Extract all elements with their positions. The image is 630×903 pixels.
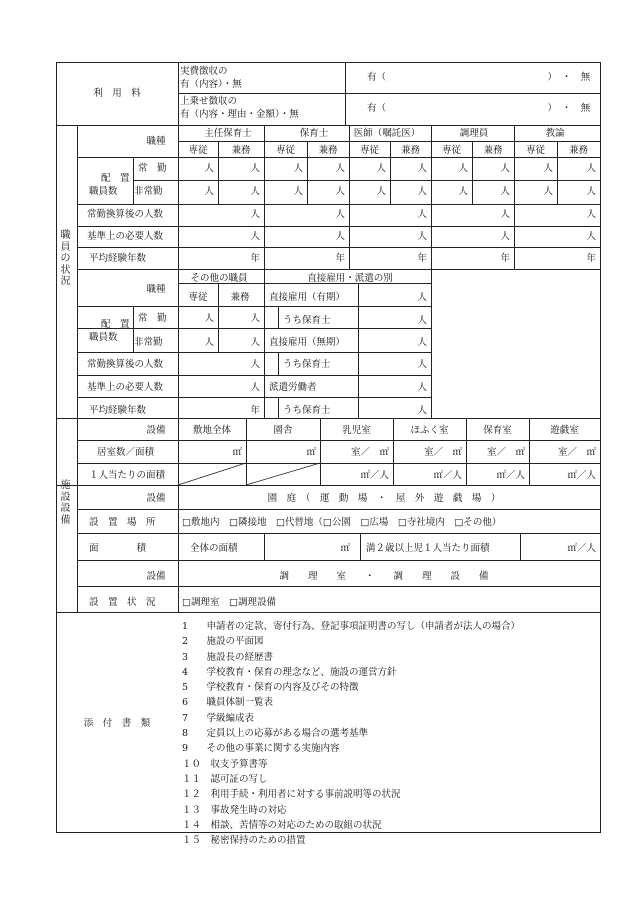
area-head-1: 敷地全体: [192, 425, 232, 436]
avg-years2-cell[interactable]: 年: [250, 405, 260, 416]
other-parttime: 兼務: [230, 292, 250, 303]
facility-section-label: 施設設備: [60, 480, 71, 526]
attachment-item: [182, 833, 520, 848]
avg-years-cell[interactable]: 年: [500, 253, 510, 264]
staff-count-cell[interactable]: 人: [417, 163, 427, 174]
fte-cell[interactable]: 人: [335, 209, 345, 220]
parttime-head: 兼務: [231, 145, 251, 156]
attachment-item: [182, 803, 520, 818]
staff-count-cell[interactable]: 人: [376, 163, 386, 174]
staff-count-cell[interactable]: 人: [250, 163, 260, 174]
attachment-item: [182, 665, 520, 680]
attachment-number: １０: [182, 758, 202, 770]
fte-cell[interactable]: 人: [250, 209, 260, 220]
other-staff-head: その他の職員: [190, 273, 248, 284]
diagonal-building: [246, 463, 320, 485]
area-head-6: 遊戯室: [550, 425, 579, 436]
room-area-cell[interactable]: 室／ ㎡: [557, 447, 596, 458]
attachment-number: 5: [182, 682, 189, 694]
job-head-4: 調理員: [459, 128, 489, 139]
dispatch-label: 派遣労働者: [269, 382, 317, 393]
nursery-3-label: うち保育士: [283, 405, 331, 416]
employment-cell[interactable]: 人: [417, 382, 427, 393]
building-area-cell[interactable]: ㎡: [306, 447, 316, 458]
total-area-label: 全体の面積: [190, 543, 238, 554]
employment-cell[interactable]: 人: [417, 337, 427, 348]
attachment-item: [182, 741, 520, 756]
staff-job-label-2: 職種: [146, 284, 166, 295]
attachment-number: 6: [182, 697, 189, 709]
other-fulltime: 専従: [188, 292, 208, 303]
per-person-cell[interactable]: ㎡／人: [496, 470, 525, 481]
staff-count-cell[interactable]: 人: [458, 186, 468, 197]
staff-count-cell[interactable]: 人: [204, 163, 214, 174]
avg-years2-label: 平均経験年数: [89, 405, 147, 416]
required-label: 基準上の必要人数: [87, 231, 164, 242]
required-cell[interactable]: 人: [586, 231, 596, 242]
placement2-label-2: 職員数: [89, 332, 118, 343]
staff-count-cell[interactable]: 人: [500, 186, 510, 197]
avg-years-label: 平均経験年数: [89, 253, 147, 264]
job-head-1: 主任保育士: [204, 128, 252, 139]
staff-count-cell[interactable]: 人: [293, 186, 303, 197]
placement-label-2: 職員数: [89, 186, 118, 197]
attachment-text: 施設の平面図: [206, 636, 264, 648]
location-label[interactable]: 設 置 場 所: [89, 517, 156, 528]
staff-section-label: 職員の状況: [60, 230, 71, 287]
attachments-label: 添 付 書 類: [83, 718, 151, 729]
attachment-number: １１: [182, 773, 202, 785]
required-cell[interactable]: 人: [250, 231, 260, 242]
other-staff-cell[interactable]: 人: [204, 313, 214, 324]
staff-count-cell[interactable]: 人: [586, 163, 596, 174]
required2-label: 基準上の必要人数: [87, 382, 164, 393]
attachment-number: 4: [182, 666, 189, 678]
fulltime-head: 専従: [525, 145, 546, 156]
site-area-cell[interactable]: ㎡: [232, 447, 242, 458]
fee-label: 利 用 料: [93, 88, 141, 99]
attachment-item: [182, 695, 520, 710]
area-head-3: 乳児室: [342, 425, 371, 436]
staff-count-cell[interactable]: 人: [543, 186, 553, 197]
attachment-text: 学校教育・保育の内容及びその特徴: [206, 682, 359, 694]
staff-count-cell[interactable]: 人: [417, 186, 427, 197]
job-head-2: 保育士: [299, 128, 329, 139]
attachment-item: [182, 711, 520, 726]
attachment-item: [182, 726, 520, 741]
staff-count-cell[interactable]: 人: [293, 163, 303, 174]
attachment-text: 施設長の経歴書: [206, 651, 274, 663]
attachment-number: １４: [182, 819, 202, 831]
avg-years-cell[interactable]: 年: [586, 253, 596, 264]
room-area-cell[interactable]: 室／ ㎡: [350, 447, 389, 458]
attachment-item: [182, 634, 520, 649]
job-head-5: 教論: [545, 128, 565, 139]
direct-unfixed-label: 直接雇用（無期）: [269, 337, 346, 348]
extra-fee-value[interactable]: 有（ ） ・ 無: [367, 103, 591, 114]
employment-cell[interactable]: 人: [417, 359, 427, 370]
garden-heading: 園 庭 （ 運 動 場 ・ 屋 外 遊 戯 場 ）: [267, 493, 501, 504]
attachment-text: 学級編成表: [206, 712, 255, 724]
staff-count-cell[interactable]: 人: [335, 186, 345, 197]
extra-fee-label-2: 有（内容・理由・金額）・無: [180, 109, 299, 120]
diagonal-site: [178, 463, 246, 485]
fulltime-head: 専従: [275, 145, 296, 156]
cooking-heading: 調 理 室 ・ 調 理 設 備: [279, 571, 489, 582]
parttime-head: 兼務: [568, 145, 589, 156]
attachment-item: [182, 680, 520, 695]
room-area-label: 居室数／面積: [97, 447, 155, 458]
required-cell[interactable]: 人: [500, 231, 510, 242]
area-head-4: ほふく室: [410, 425, 449, 436]
per-person-cell[interactable]: ㎡／人: [360, 470, 389, 481]
parttime-head: 兼務: [400, 145, 421, 156]
attachment-number: １３: [182, 804, 202, 816]
fte-cell[interactable]: 人: [586, 209, 596, 220]
attachment-number: 9: [182, 743, 189, 755]
fulltime-head: 専従: [441, 145, 462, 156]
employment-cell[interactable]: 人: [417, 292, 427, 303]
attachment-item: [182, 787, 520, 802]
nonregular-label: 非常勤: [134, 186, 163, 197]
garden-equip-label: 設備: [146, 493, 166, 504]
location-options[interactable]: □敷地内 □隣接地 □代替地（□公園 □広場 □寺社境内 □その他）: [182, 517, 502, 528]
staff-count-cell[interactable]: 人: [500, 163, 510, 174]
regular-label: 常 勤: [138, 163, 167, 174]
attachment-number: 8: [182, 728, 189, 740]
staff-count-cell[interactable]: 人: [335, 163, 345, 174]
attachment-text: 秘密保持のための措置: [210, 835, 306, 847]
per-person-label: １人当たりの面積: [89, 470, 166, 481]
actual-fee-label-2: 有（内容）・無: [180, 79, 242, 90]
parttime-head: 兼務: [483, 145, 503, 156]
attachment-text: 定員以上の応募がある場合の選考基準: [206, 728, 369, 740]
required-cell[interactable]: 人: [335, 231, 345, 242]
fte-label: 常勤換算後の人数: [87, 209, 164, 220]
attachment-number: 2: [182, 636, 189, 648]
attachment-text: 職員体制一覧表: [206, 697, 274, 709]
placement-label-1: 配 置: [101, 173, 130, 184]
attachment-item: [182, 772, 520, 787]
total-area-unit: ㎡: [340, 543, 350, 554]
attachment-number: １２: [182, 789, 202, 801]
actual-fee-value[interactable]: 有（ ） ・ 無: [367, 72, 591, 83]
status-options[interactable]: □調理室 □調理設備: [182, 597, 276, 608]
fulltime-head: 専従: [359, 145, 380, 156]
employment-head: 直接雇用・派遣の別: [307, 273, 393, 284]
attachment-text: 事故発生時の対応: [210, 804, 287, 816]
attachment-number: 1: [182, 621, 189, 632]
attachment-text: 学校教育・保育の理念など、施設の運営方針: [206, 666, 397, 678]
per-person-cell[interactable]: ㎡／人: [567, 470, 596, 481]
area-head-5: 保育室: [483, 425, 512, 436]
job-head-3: 医師（嘱託医）: [353, 128, 421, 139]
required-cell[interactable]: 人: [417, 231, 427, 242]
attachment-text: 申請者の定款、寄付行為、登記事項証明書の写し（申請者が法人の場合）: [206, 621, 521, 632]
avg-years-cell[interactable]: 年: [417, 253, 427, 264]
room-area-cell[interactable]: 室／ ㎡: [423, 447, 462, 458]
fte-cell[interactable]: 人: [417, 209, 427, 220]
staff-count-cell[interactable]: 人: [376, 186, 386, 197]
attachment-text: 利用手続・利用者に対する事前説明等の状況: [210, 789, 401, 801]
direct-fixed-label: 直接雇用（有期）: [269, 292, 346, 303]
employment-cell[interactable]: 人: [417, 405, 427, 416]
staff-count-cell[interactable]: 人: [586, 186, 596, 197]
per-person-cell[interactable]: ㎡／人: [433, 470, 462, 481]
attachment-item: [182, 757, 520, 772]
facility-equip-label: 設備: [146, 425, 166, 436]
attachment-number: 7: [182, 712, 189, 724]
attachment-text: 相談、苦情等の対応のための取組の状況: [210, 819, 382, 831]
fte2-label: 常勤換算後の人数: [87, 359, 164, 370]
status-label: 設 置 状 況: [89, 597, 156, 608]
attachment-text: 認可証の写し: [210, 773, 268, 785]
staff-count-cell[interactable]: 人: [458, 163, 468, 174]
attachment-item: [182, 650, 520, 665]
attachment-item: [182, 818, 520, 833]
fte-cell[interactable]: 人: [500, 209, 510, 220]
attachment-number: １５: [182, 835, 202, 847]
nursery-2-label: うち保育士: [283, 359, 331, 370]
nursery-1-label: うち保育士: [283, 315, 331, 326]
per-child-label: 満２歳以上児１人当たり面積: [366, 543, 490, 554]
staff-count-cell[interactable]: 人: [543, 163, 553, 174]
attachments-list: [182, 619, 520, 848]
required2-cell[interactable]: 人: [250, 382, 260, 393]
area-label: 面 積: [89, 543, 147, 554]
attachment-text: その他の事業に関する実施内容: [206, 743, 340, 755]
attachment-number: 3: [182, 651, 189, 663]
avg-years-cell[interactable]: 年: [335, 253, 345, 264]
regular2-label: 常 勤: [138, 313, 167, 324]
other-staff-cell[interactable]: 人: [250, 313, 260, 324]
area-head-2: 園舎: [273, 425, 293, 436]
parttime-head: 兼務: [318, 145, 338, 156]
per-child-unit: ㎡／人: [567, 543, 596, 554]
staff-count-cell[interactable]: 人: [250, 186, 260, 197]
extra-fee-label-1: 上乗せ徴収の: [180, 96, 238, 107]
other-staff-cell[interactable]: 人: [250, 337, 260, 348]
attachment-item: [182, 619, 520, 634]
avg-years-cell[interactable]: 年: [250, 253, 260, 264]
attachment-text: 収支予算書等: [210, 758, 268, 770]
fulltime-head: 専従: [188, 145, 208, 156]
room-area-cell[interactable]: 室／ ㎡: [486, 447, 525, 458]
cooking-equip-label: 設備: [146, 571, 166, 582]
placement2-label-1: 配 置: [101, 319, 130, 330]
staff-count-cell[interactable]: 人: [204, 186, 214, 197]
nonregular2-label: 非常勤: [134, 337, 163, 348]
employment-cell[interactable]: 人: [417, 315, 427, 326]
actual-fee-label-1: 実費徴収の: [180, 66, 228, 77]
fte2-cell[interactable]: 人: [250, 359, 260, 370]
other-staff-cell[interactable]: 人: [204, 337, 214, 348]
staff-job-label: 職種: [146, 136, 166, 147]
